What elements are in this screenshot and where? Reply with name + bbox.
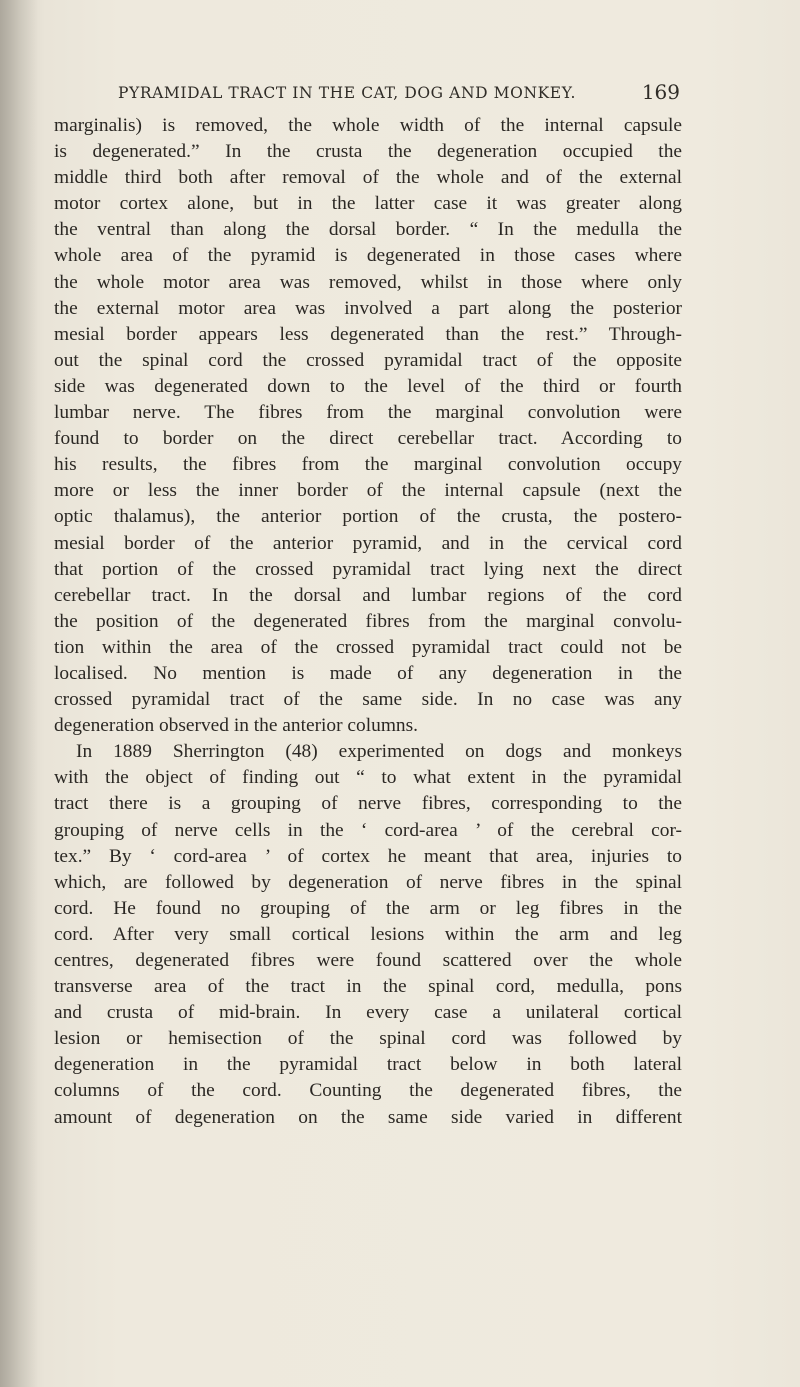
- text-line: found to border on the direct cerebellar tract. According to: [54, 428, 682, 450]
- text-line: degeneration observed in the anterior columns.: [54, 715, 418, 737]
- running-title: PYRAMIDAL TRACT IN THE CAT, DOG AND MONKEY.: [118, 84, 577, 102]
- text-line: crossed pyramidal tract of the same side. In no case was any: [54, 689, 682, 711]
- text-line: middle third both after removal of the whole and of the external: [54, 167, 682, 189]
- text-line: with the object of finding out “ to what extent in the pyramidal: [54, 767, 682, 789]
- text-line: side was degenerated down to the level of the third or fourth: [54, 375, 682, 397]
- text-line: the ventral than along the dorsal border. “ In the medulla the: [54, 219, 682, 241]
- text-line: the external motor area was involved a part along the posterior: [54, 297, 682, 319]
- text-line: tract there is a grouping of nerve fibres, corresponding to the: [54, 793, 682, 815]
- text-line: columns of the cord. Counting the degenerated fibres, the: [54, 1080, 682, 1102]
- text-line: mesial border of the anterior pyramid, and in the cervical cord: [54, 532, 682, 554]
- text-line: out the spinal cord the crossed pyramidal tract of the opposite: [54, 349, 682, 371]
- text-line: centres, degenerated fibres were found scattered over the whole: [54, 950, 682, 971]
- text-line: his results, the fibres from the marginal convolution occupy: [54, 454, 682, 476]
- text-line: transverse area of the tract in the spinal cord, medulla, pons: [54, 976, 682, 998]
- text-line: cord. He found no grouping of the arm or leg fibres in the: [54, 897, 682, 919]
- text-line: motor cortex alone, but in the latter case it was greater along: [54, 193, 682, 215]
- paragraph: [54, 113, 682, 739]
- text-line: more or less the inner border of the internal capsule (next the: [54, 480, 682, 502]
- text-line: marginalis) is removed, the whole width of the internal capsule: [54, 115, 682, 136]
- paragraph: [54, 739, 682, 1130]
- text-line: the whole motor area was removed, whilst in those where only: [54, 271, 682, 293]
- text-line: whole area of the pyramid is degenerated in those cases where: [54, 245, 682, 267]
- text-line: tion within the area of the crossed pyramidal tract could not be: [54, 636, 682, 658]
- text-line: the position of the degenerated fibres from the marginal convolu-: [54, 610, 682, 632]
- binding-shadow: [0, 0, 38, 1387]
- page-number: 169: [641, 80, 680, 104]
- body-text: [54, 113, 682, 1131]
- running-head: [118, 80, 680, 110]
- text-line: cerebellar tract. In the dorsal and lumbar regions of the cord: [54, 584, 682, 606]
- text-line: mesial border appears less degenerated than the rest.” Through-: [54, 323, 682, 345]
- text-line: optic thalamus), the anterior portion of the crusta, the postero-: [54, 506, 682, 528]
- text-line: localised. No mention is made of any degeneration in the: [54, 662, 682, 684]
- text-line: and crusta of mid-brain. In every case a unilateral cortical: [54, 1002, 682, 1024]
- text-line: is degenerated.” In the crusta the degeneration occupied the: [54, 141, 682, 163]
- text-line: grouping of nerve cells in the ‘ cord-area ’ of the cerebral cor-: [54, 819, 682, 841]
- text-line: which, are followed by degeneration of nerve fibres in the spinal: [54, 871, 682, 893]
- text-line: degeneration in the pyramidal tract below in both lateral: [54, 1054, 682, 1076]
- text-line: cord. After very small cortical lesions within the arm and leg: [54, 923, 682, 945]
- text-line: that portion of the crossed pyramidal tract lying next the direct: [54, 558, 682, 580]
- text-line: lumbar nerve. The fibres from the marginal convolution were: [54, 402, 682, 424]
- text-line: lesion or hemisection of the spinal cord was followed by: [54, 1028, 682, 1050]
- text-line: In 1889 Sherrington (48) experimented on dogs and monkeys: [76, 741, 682, 763]
- text-line: tex.” By ‘ cord-area ’ of cortex he meant that area, injuries to: [54, 845, 682, 867]
- text-line: amount of degeneration on the same side varied in different: [54, 1106, 682, 1128]
